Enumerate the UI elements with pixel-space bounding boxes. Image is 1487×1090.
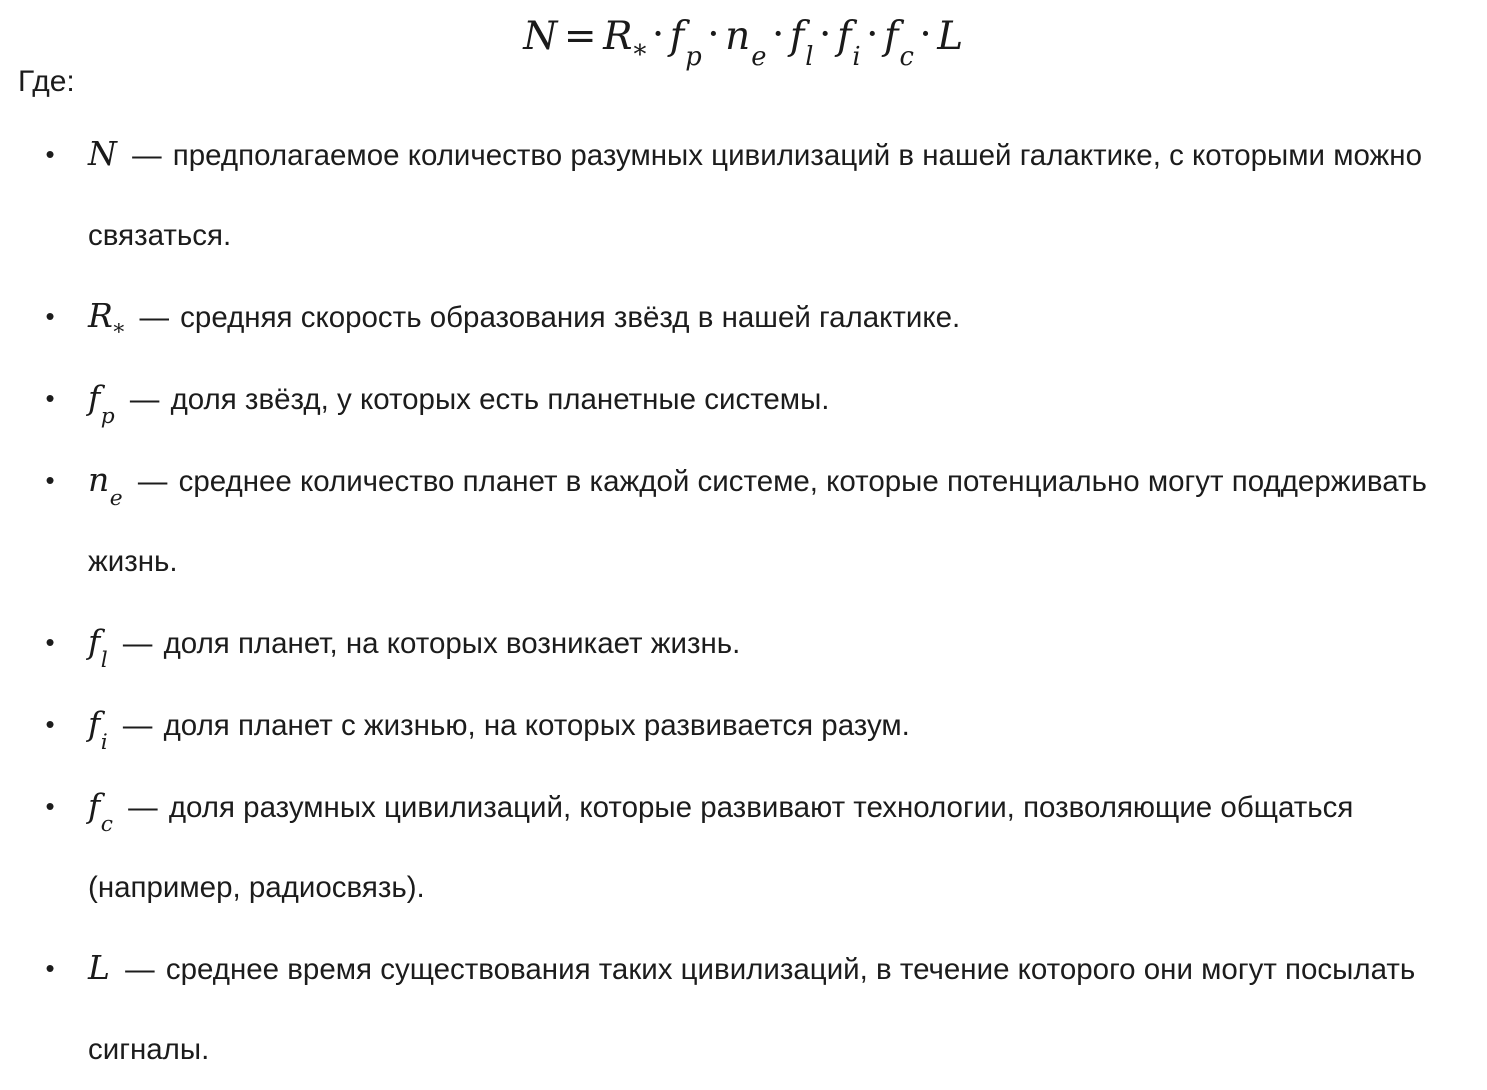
equation-factors	[603, 12, 964, 72]
em-dash: —	[123, 139, 170, 172]
definition-text	[88, 114, 1487, 276]
multiplication-dot-icon: ·	[707, 12, 721, 57]
definition-text	[88, 358, 1487, 440]
bullet-icon: •	[45, 383, 55, 413]
bullet-icon: •	[45, 709, 55, 739]
definition-item	[0, 440, 1487, 602]
equation-equals: =	[563, 14, 598, 59]
em-dash: —	[129, 465, 176, 498]
definition-description: среднее количество планет в каждой системе, которые потенциально могут поддерживать жизнь.	[88, 465, 1427, 578]
em-dash: —	[121, 383, 168, 416]
equation-factor-subscript: p	[685, 42, 703, 72]
multiplication-dot-icon: ·	[819, 12, 832, 57]
equation-factor: $f_p$	[669, 14, 703, 72]
definition-symbol-subscript: i	[100, 729, 108, 755]
definition-description: предполагаемое количество разумных цивилизаций в нашей галактике, с которыми можно связаться.	[88, 139, 1422, 252]
equation-factor-subscript: *	[633, 39, 647, 70]
definition-symbol: $f_l$	[88, 622, 108, 673]
definition-description: доля звёзд, у которых есть планетные системы.	[170, 383, 830, 416]
definition-description: средняя скорость образования звёзд в нашей галактике.	[180, 301, 961, 334]
bullet-icon: •	[45, 627, 55, 657]
em-dash: —	[114, 709, 161, 742]
em-dash: —	[116, 953, 163, 986]
definition-text	[88, 602, 1487, 684]
equation-lhs: N	[523, 14, 558, 59]
em-dash: —	[114, 627, 161, 660]
definition-text	[88, 766, 1487, 928]
definition-symbol-subscript: l	[100, 647, 108, 673]
definition-symbol-subscript: e	[109, 485, 123, 511]
definition-item	[0, 766, 1487, 928]
multiplication-dot-icon: ·	[919, 12, 933, 57]
drake-equation	[523, 12, 964, 72]
definition-symbol: N	[88, 134, 117, 173]
bullet-icon: •	[45, 953, 55, 983]
definition-description: доля разумных цивилизаций, которые развивают технологии, позволяющие общаться (например, радиосвязь).	[88, 791, 1354, 904]
equation-factor: $f_l$	[789, 14, 815, 72]
definition-symbol-subscript: p	[100, 403, 115, 429]
equation-factor: L	[937, 14, 964, 59]
equation-factor-subscript: c	[899, 42, 915, 72]
definition-symbol: $f_c$	[88, 786, 113, 837]
bullet-icon: •	[45, 301, 55, 331]
definition-text	[88, 684, 1487, 766]
equation-factor-subscript: e	[751, 42, 767, 72]
definition-item	[0, 684, 1487, 766]
bullet-icon: •	[45, 139, 55, 169]
definition-text	[88, 928, 1487, 1090]
equation-factor-subscript: l	[805, 42, 815, 72]
definition-symbol-subscript: c	[100, 811, 113, 837]
definition-symbol: $f_p$	[88, 378, 115, 429]
em-dash: —	[131, 301, 178, 334]
equation-factor-subscript: i	[852, 42, 862, 72]
definition-description: доля планет с жизнью, на которых развивается разум.	[163, 709, 910, 742]
multiplication-dot-icon: ·	[651, 12, 665, 57]
definition-symbol: $R_*$	[88, 296, 125, 345]
definition-symbol: $f_i$	[88, 704, 108, 755]
definition-item	[0, 276, 1487, 358]
definition-item	[0, 114, 1487, 276]
equation-factor: $R_*$	[603, 14, 647, 70]
equation-block	[0, 0, 1487, 72]
equation-factor: $n_e$	[725, 14, 767, 72]
equation-factor: $f_c$	[884, 14, 915, 72]
intro-label: Где:	[18, 65, 75, 98]
definition-description: среднее время существования таких цивилизаций, в течение которого они могут посылать сигналы.	[88, 953, 1416, 1066]
definition-item	[0, 358, 1487, 440]
bullet-icon: •	[45, 465, 55, 495]
definition-text	[88, 276, 1487, 358]
definition-description: доля планет, на которых возникает жизнь.	[163, 627, 741, 660]
equation-factor: $f_i$	[836, 14, 862, 72]
definition-list	[0, 114, 1487, 1090]
definition-text	[88, 440, 1487, 602]
bullet-icon: •	[45, 791, 55, 821]
definition-item	[0, 602, 1487, 684]
definition-item	[0, 928, 1487, 1090]
multiplication-dot-icon: ·	[771, 12, 785, 57]
definition-symbol: $n_e$	[88, 460, 123, 511]
multiplication-dot-icon: ·	[866, 12, 880, 57]
em-dash: —	[119, 791, 166, 824]
definition-symbol-subscript: *	[113, 319, 125, 345]
definition-symbol: L	[88, 948, 110, 987]
